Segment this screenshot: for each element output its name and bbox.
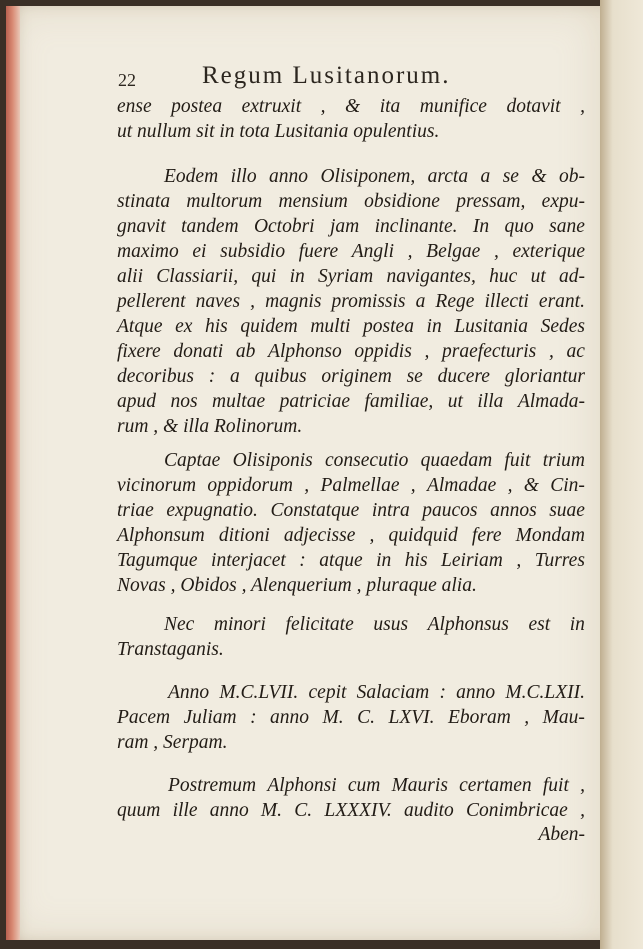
word: munifice (419, 96, 487, 117)
word: , (507, 475, 513, 496)
text-line: rum , & illa Rolinorum. (117, 416, 303, 437)
word: postea (363, 316, 414, 337)
word: triae (117, 500, 154, 521)
word: quidem (240, 316, 298, 337)
text-line (117, 264, 585, 289)
word: Almadae (426, 475, 497, 496)
word: in (289, 266, 305, 287)
word: Juliam (183, 707, 237, 728)
word: Alphonsi (267, 775, 337, 796)
word: C. (294, 800, 313, 821)
word: Belgae (426, 241, 481, 262)
word: quidquid (388, 525, 458, 546)
word: : (250, 707, 257, 728)
word: ille (172, 800, 198, 821)
text-line (168, 773, 585, 798)
word: , (304, 475, 310, 496)
word: In (472, 216, 490, 237)
word: anno (209, 800, 249, 821)
text-line (117, 473, 585, 498)
word: LXVI. (388, 707, 435, 728)
text-line (117, 239, 585, 264)
word: huc (489, 266, 518, 287)
word: , (369, 525, 375, 546)
word: Syriam (318, 266, 374, 287)
page-number: 22 (118, 70, 136, 90)
word: ut (530, 266, 546, 287)
word: expu- (541, 191, 585, 212)
word: Lusitania (454, 316, 528, 337)
word: in (569, 614, 585, 635)
word: Turres (534, 550, 585, 571)
word: anno (270, 707, 310, 728)
word: M.C.LXII. (505, 682, 585, 703)
word: pellerent (117, 291, 186, 312)
word: & (523, 475, 539, 496)
paragraph-5-first-line (168, 680, 585, 705)
word: illa (477, 391, 504, 412)
word: : (299, 550, 306, 571)
text-line (117, 705, 585, 730)
word: Conimbricae (466, 800, 568, 821)
word: , (407, 241, 413, 262)
word: Anno (168, 682, 210, 703)
word: oppidorum (207, 475, 293, 496)
word: Captae (164, 450, 221, 471)
word: gnavit (117, 216, 166, 237)
word: a (415, 291, 426, 312)
word: Alphonso (268, 341, 342, 362)
word: Olisiponem, (320, 166, 416, 187)
word: cum (347, 775, 381, 796)
word: quum (117, 800, 161, 821)
paragraph-3-first-line (164, 448, 585, 473)
word: multi (310, 316, 351, 337)
word: Angli (351, 241, 394, 262)
word: anno (456, 682, 496, 703)
text-line (164, 612, 585, 637)
word: , (580, 775, 585, 796)
word: jam (330, 216, 360, 237)
word: donati (173, 341, 224, 362)
word: adjecisse (283, 525, 356, 546)
word: ita (379, 96, 401, 117)
text-line (117, 214, 585, 239)
catchword: Aben- (538, 824, 585, 845)
page-header (118, 62, 598, 90)
word: vicinorum (117, 475, 197, 496)
text-line: ut nullum sit in tota Lusitania opulentius. (117, 121, 440, 142)
word: Mau- (542, 707, 585, 728)
paragraph-6 (117, 798, 585, 823)
word: : (208, 366, 216, 387)
word: Salaciam (356, 682, 430, 703)
text-line: ram , Serpam. (117, 732, 228, 753)
word: multae (212, 391, 266, 412)
word: Cin- (550, 475, 585, 496)
word: consecutio (325, 450, 409, 471)
word: se (502, 166, 519, 187)
paragraph-2-first-line (164, 164, 585, 189)
word: trium (542, 450, 585, 471)
word: Leiriam (441, 550, 503, 571)
text-line (117, 498, 585, 523)
word: , (580, 96, 585, 117)
word: ei (192, 241, 207, 262)
word: multorum (186, 191, 263, 212)
text-line (164, 448, 585, 473)
word: Tagumque (117, 550, 198, 571)
word: in (376, 550, 392, 571)
word: M. (322, 707, 344, 728)
word: a (480, 166, 491, 187)
word: fuere (298, 241, 339, 262)
word: felicitate (285, 614, 354, 635)
text-line: Transtaganis. (117, 639, 224, 660)
word: anno (269, 166, 309, 187)
word: certamen (459, 775, 532, 796)
word: inclinante. (374, 216, 458, 237)
word: ducere (437, 366, 490, 387)
paragraph-6-first-line (168, 773, 585, 798)
word: Rege (435, 291, 475, 312)
word: ense (117, 96, 152, 117)
word: cepit (308, 682, 347, 703)
word: audito (403, 800, 454, 821)
word: ac (566, 341, 585, 362)
word: Alphonsus (427, 614, 509, 635)
word: Nec (164, 614, 195, 635)
word: nos (170, 391, 198, 412)
word: his (404, 550, 428, 571)
text-line (117, 314, 585, 339)
red-page-edge (6, 6, 20, 940)
word: navigantes, (386, 266, 476, 287)
text-line (117, 94, 585, 119)
word: exterique (512, 241, 585, 262)
word: expugnatio. (166, 500, 258, 521)
text-line (117, 339, 585, 364)
word: alii (117, 266, 144, 287)
word: promissis (331, 291, 406, 312)
text-line (117, 289, 585, 314)
word: LXXXIV. (324, 800, 392, 821)
word: decoribus (117, 366, 194, 387)
paragraph-5 (117, 705, 585, 755)
word: , (424, 341, 430, 362)
word: : (439, 682, 446, 703)
word: usus (373, 614, 409, 635)
word: minori (213, 614, 266, 635)
word: C. (357, 707, 375, 728)
catchword-line (117, 822, 585, 847)
word: arcta (427, 166, 469, 187)
word: interjacet (211, 550, 286, 571)
word: M.C.LVII. (219, 682, 299, 703)
text-line (117, 523, 585, 548)
word: a (230, 366, 240, 387)
word: paucos (422, 500, 478, 521)
text-line (117, 548, 585, 573)
text-line (164, 164, 585, 189)
word: pressam, (456, 191, 526, 212)
word: extruxit (241, 96, 302, 117)
text-line (117, 389, 585, 414)
word: Alphonsum (117, 525, 205, 546)
word: quibus (254, 366, 307, 387)
word: M. (260, 800, 283, 821)
word: se (406, 366, 423, 387)
paragraph-3 (117, 473, 585, 598)
word: , (548, 341, 554, 362)
word: his (204, 316, 228, 337)
word: illecti (484, 291, 529, 312)
word: Almada- (517, 391, 585, 412)
text-line (117, 798, 585, 823)
word: fuit (542, 775, 569, 796)
word: postea (171, 96, 223, 117)
paragraph-1 (117, 94, 585, 144)
word: Octobri (253, 216, 315, 237)
word: in (426, 316, 442, 337)
word: magnis (265, 291, 322, 312)
word: annos (490, 500, 537, 521)
word: & (345, 96, 361, 117)
word: Constatque (270, 500, 360, 521)
word: gloriantur (504, 366, 585, 387)
word: intra (371, 500, 410, 521)
word: Classiarii, (156, 266, 239, 287)
word: Palmellae (320, 475, 400, 496)
word: Atque (117, 316, 163, 337)
word: tandem (181, 216, 239, 237)
word: , (320, 96, 326, 117)
word: , (524, 707, 530, 728)
word: Mondam (515, 525, 585, 546)
word: ut (447, 391, 463, 412)
word: erant. (538, 291, 585, 312)
word: naves (195, 291, 241, 312)
text-line: Novas , Obidos , Alenquerium , pluraque alia. (117, 575, 477, 596)
word: obsidione (364, 191, 440, 212)
word: quaedam (420, 450, 493, 471)
word: , (580, 800, 585, 821)
word: apud (117, 391, 156, 412)
word: , (250, 291, 255, 312)
word: ab (235, 341, 256, 362)
word: patriciae (279, 391, 350, 412)
paragraph-4 (117, 637, 585, 662)
word: , (516, 550, 522, 571)
word: ad- (559, 266, 585, 287)
word: quo (504, 216, 534, 237)
word: oppidis (354, 341, 412, 362)
word: ob- (558, 166, 585, 187)
word: Eboram (447, 707, 511, 728)
word: subsidio (220, 241, 286, 262)
word: qui (251, 266, 277, 287)
word: ditioni (218, 525, 270, 546)
word: sane (549, 216, 585, 237)
word: est (528, 614, 551, 635)
word: fixere (117, 341, 161, 362)
word: Mauris (391, 775, 448, 796)
paragraph-4-first-line (164, 612, 585, 637)
adjacent-page-edge (600, 0, 643, 949)
word: fuit (504, 450, 531, 471)
word: familiae, (364, 391, 434, 412)
word: maximo (117, 241, 179, 262)
word: originem (321, 366, 392, 387)
word: fere (471, 525, 502, 546)
running-title (202, 62, 450, 90)
word: praefecturis (442, 341, 537, 362)
running-title-text: Regum Lusitanorum. (202, 62, 451, 89)
word: , (493, 241, 499, 262)
word: Eodem (164, 166, 219, 187)
word: , (410, 475, 416, 496)
word: illo (230, 166, 257, 187)
word: suae (549, 500, 585, 521)
word: Olisiponis (232, 450, 313, 471)
text-line (117, 364, 585, 389)
text-line (168, 680, 585, 705)
word: mensium (278, 191, 348, 212)
word: Pacem (117, 707, 171, 728)
word: & (531, 166, 547, 187)
paragraph-2 (117, 189, 585, 439)
word: dotavit (506, 96, 561, 117)
text-line (117, 189, 585, 214)
word: Sedes (540, 316, 585, 337)
text-line (117, 822, 585, 847)
word: Postremum (168, 775, 257, 796)
word: atque (319, 550, 363, 571)
word: ex (175, 316, 193, 337)
word: stinata (117, 191, 171, 212)
